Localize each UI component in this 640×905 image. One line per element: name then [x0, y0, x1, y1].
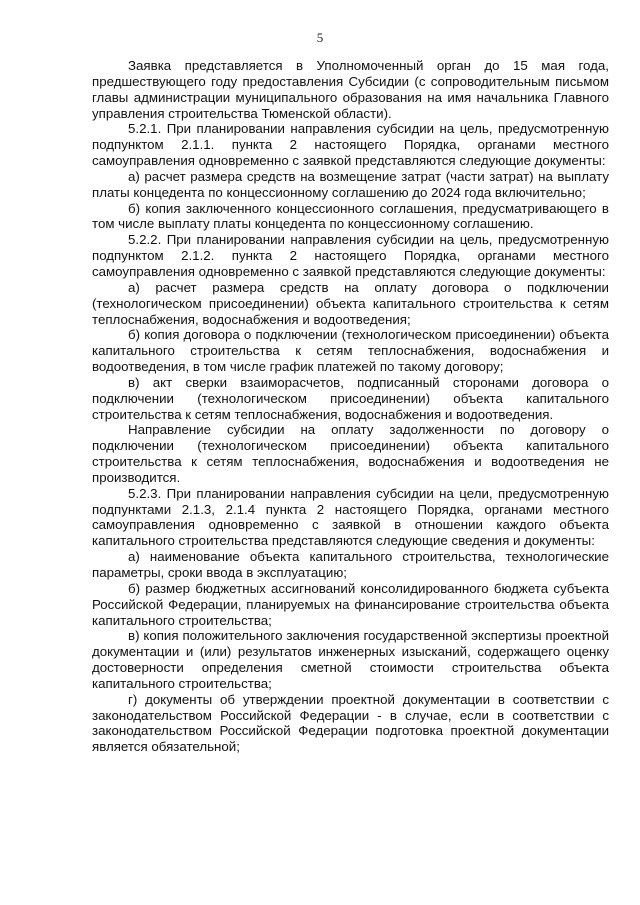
page-number: 5	[316, 30, 324, 45]
paragraph-5-2-3-v: в) копия положительного заключения государственной экспертизы проектной документации и (или) результатов инженерных изысканий, содержащего оценку достоверности определения сметной стоимости строительства объекта капитального строительства;	[92, 628, 609, 691]
paragraph-5-2-2-v: в) акт сверки взаиморасчетов, подписанный сторонами договора о подключении (технологическом присоединении) объекта капитального строительства к сетям теплоснабжения, водоснабжения и водоотведения.	[92, 374, 609, 422]
paragraph-application-deadline: Заявка представляется в Уполномоченный орган до 15 мая года, предшествующего году предоставления Субсидии (с сопроводительным письмом главы администрации муниципального образования на имя начальника Главного управления строительства Тюменской области).	[92, 58, 609, 121]
document-body	[92, 58, 609, 755]
paragraph-5-2-3: 5.2.3. При планировании направления субсидии на цели, предусмотренную подпунктами 2.1.3, 2.1.4 пункта 2 настоящего Порядка, органами местного самоуправления одновременно с заявкой в отношении каждого объекта капитального строительства представляются следующие сведения и документы:	[92, 485, 609, 549]
paragraph-5-2-2-b: б) копия договора о подключении (технологическом присоединении) объекта капитального строительства к сетям теплоснабжения, водоснабжения и водоотведения, в том числе график платежей по такому договору;	[92, 327, 609, 375]
paragraph-debt-note: Направление субсидии на оплату задолженности по договору о подключении (технологическом присоединении) объекта капитального строительства к сетям теплоснабжения, водоснабжения и водоотведения не производится.	[92, 422, 609, 485]
paragraph-5-2-1: 5.2.1. При планировании направления субсидии на цель, предусмотренную подпунктом 2.1.1. пункта 2 настоящего Порядка, органами местного самоуправления одновременно с заявкой представляются следующие документы:	[92, 121, 609, 169]
paragraph-5-2-3-b: б) размер бюджетных ассигнований консолидированного бюджета субъекта Российской Федерации, планируемых на финансирование строительства объекта капитального строительства;	[92, 580, 609, 628]
paragraph-5-2-1-b: б) копия заключенного концессионного соглашения, предусматривающего в том числе выплату платы концедента по концессионному соглашению.	[92, 200, 609, 232]
paragraph-5-2-2: 5.2.2. При планировании направления субсидии на цель, предусмотренную подпунктом 2.1.2. пункта 2 настоящего Порядка, органами местного самоуправления одновременно с заявкой представляются следующие документы:	[92, 232, 609, 279]
paragraph-5-2-3-a: а) наименование объекта капитального строительства, технологические параметры, сроки ввода в эксплуатацию;	[92, 549, 609, 580]
paragraph-5-2-1-a: а) расчет размера средств на возмещение затрат (части затрат) на выплату платы концедента по концессионному соглашению до 2024 года включительно;	[92, 168, 609, 200]
paragraph-5-2-2-a: а) расчет размера средств на оплату договора о подключении (технологическом присоединении) объекта капитального строительства к сетям теплоснабжения, водоснабжения и водоотведения;	[92, 279, 609, 327]
paragraph-5-2-3-g: г) документы об утверждении проектной документации в соответствии с законодательством Российской Федерации - в случае, если в соответствии с законодательством Российской Федерации подготовка проектной документации является обязательной;	[92, 691, 609, 755]
